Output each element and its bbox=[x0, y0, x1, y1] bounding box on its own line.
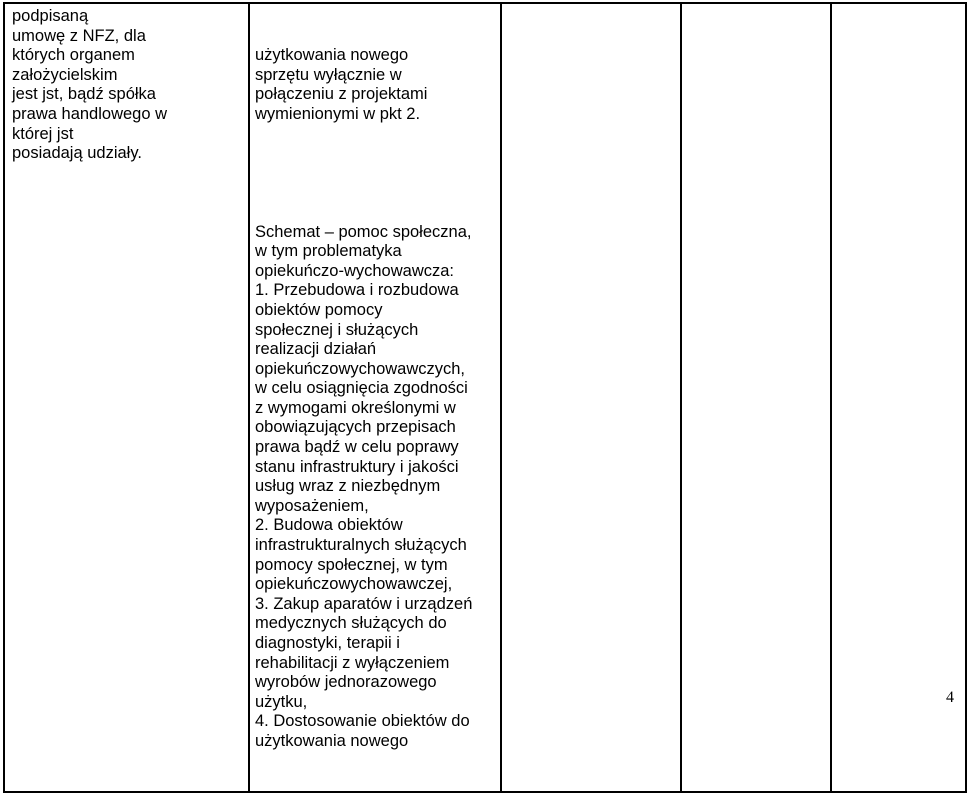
text-line: społecznej i służących bbox=[255, 320, 419, 339]
text-line: posiadają udziały. bbox=[12, 144, 142, 163]
text-line: podpisaną bbox=[12, 7, 89, 25]
text-line: z wymogami określonymi w bbox=[255, 398, 456, 417]
table-cell-beneficiaries bbox=[4, 3, 249, 792]
text-line: opiekuńczowychowawczych, bbox=[255, 359, 466, 378]
text-line: wymienionymi w pkt 2. bbox=[255, 104, 421, 123]
table-cell-scope bbox=[249, 3, 501, 792]
text-line: infrastrukturalnych służących bbox=[255, 536, 467, 555]
paragraph-spacer bbox=[255, 164, 500, 184]
text-line: w tym problematyka bbox=[255, 242, 402, 261]
text-line: prawa bądź w celu poprawy bbox=[255, 438, 459, 457]
text-line: użytkowania nowego bbox=[255, 46, 409, 65]
table-row bbox=[4, 3, 966, 792]
text-line: opiekuńczo-wychowawcza: bbox=[255, 261, 455, 280]
text-line: wyposażeniem, bbox=[255, 496, 369, 515]
text-line: obowiązujących przepisach bbox=[255, 418, 456, 437]
table-cell-empty-5 bbox=[831, 3, 966, 792]
text-line: rehabilitacji z wyłączeniem bbox=[255, 653, 450, 672]
beneficiaries-text bbox=[5, 4, 248, 164]
text-line: stanu infrastruktury i jakości bbox=[255, 457, 459, 476]
text-line: pomocy społecznej, w tym bbox=[255, 555, 448, 574]
page-number: 4 bbox=[946, 689, 954, 706]
text-line: Schemat – pomoc społeczna, bbox=[255, 222, 472, 241]
text-line: jest jst, bądź spółka bbox=[12, 85, 156, 104]
text-line: realizacji działań bbox=[255, 340, 377, 359]
content-table bbox=[3, 2, 967, 793]
table-cell-empty-3 bbox=[501, 3, 681, 792]
text-line: opiekuńczowychowawczej, bbox=[255, 575, 453, 594]
text-line: usług wraz z niezbędnym bbox=[255, 477, 441, 496]
text-line: umowę z NFZ, dla bbox=[12, 26, 146, 45]
text-line: obiektów pomocy bbox=[255, 300, 383, 319]
text-line: wyrobów jednorazowego bbox=[255, 673, 437, 692]
text-line: prawa handlowego w bbox=[12, 104, 168, 123]
text-line: których organem bbox=[12, 46, 135, 65]
scope-social-assistance bbox=[255, 223, 500, 752]
text-line: 4. Dostosowanie obiektów do bbox=[255, 712, 470, 731]
scope-text bbox=[250, 4, 500, 791]
text-line: medycznych służących do bbox=[255, 614, 447, 633]
text-line: 2. Budowa obiektów bbox=[255, 516, 403, 535]
text-line: użytkowania nowego bbox=[255, 731, 409, 750]
text-line: założycielskim bbox=[12, 65, 118, 84]
text-line: 1. Przebudowa i rozbudowa bbox=[255, 281, 459, 300]
text-line: diagnostyki, terapii i bbox=[255, 634, 400, 652]
text-line: sprzętu wyłącznie w bbox=[255, 65, 402, 84]
table-cell-empty-4 bbox=[681, 3, 831, 792]
text-line: której jst bbox=[12, 124, 74, 143]
text-line: połączeniu z projektami bbox=[255, 85, 428, 104]
text-line: w celu osiągnięcia zgodności bbox=[255, 379, 468, 398]
text-line: użytku, bbox=[255, 692, 308, 711]
scope-intro bbox=[255, 46, 500, 124]
text-line: 3. Zakup aparatów i urządzeń bbox=[255, 594, 473, 613]
